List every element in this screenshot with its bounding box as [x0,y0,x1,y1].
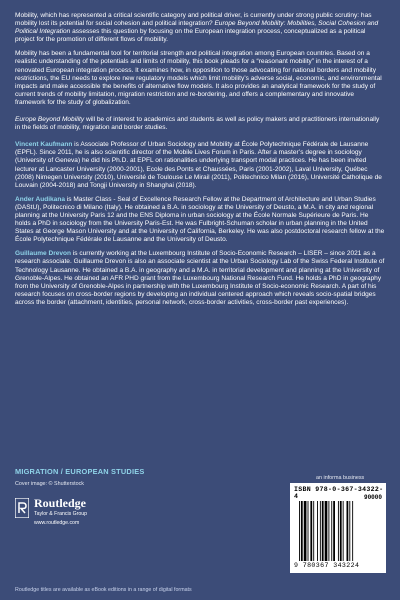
author-bio [15,250,385,307]
subject-category: MIGRATION / EUROPEAN STUDIES [15,467,145,476]
publisher-text [34,497,87,526]
routledge-logo-icon [15,498,29,518]
blurb-intro-rest: assesses this question by focusing on the European integration process, conceptualized as a political project for the promotion of different flows of mobility. [15,28,366,44]
barcode-panel [290,483,386,573]
cover-credit: Cover image: © Shutterstock [15,481,84,487]
publisher-url: www.routledge.com [34,520,80,526]
blurb-paragraph-3 [15,116,385,132]
audience-text: will be of interest to academics and students as well as policy makers and practitioners internationally in the fields of mobility, migration and border studies. [15,116,380,132]
author-name: Guillaume Drevon [15,250,72,258]
book-title: Europe Beyond Mobility: Mobilities, Social Cohesion and Political Integration [15,20,379,36]
publisher-logo [15,497,87,526]
isbn-digits: 9 780367 343224 [294,562,360,569]
barcode-icon [298,501,378,561]
author-bio-text: is Master Class - Seal of Excellence Research Fellow at the Department of Architecture and Urban Studies (DAStU), Politecnico di Milano (Italy). He obtained a B.A. in sociology at the University of Deusto, a M.A. in city and regional planning at the University Paris 12 and the ENS Diploma in urban sociology at the École Normale Supérieure de Paris. He holds a PhD in sociology from the University Paris-Est. He was Fulbright-Schuman scholar in urban planning in the United States at George Mason University and at the University of California, Berkeley. He was also postdoctoral research fellow at the École Polytechnique Fédérale de Lausanne and the University of Deusto. [15,195,385,244]
author-bio-text: is Associate Professor of Urban Sociology and Mobility at École Polytechnique Fédérale de Lausanne (EPFL). Since 2011, he is also scientific director of the Mobile Lives Forum in Paris. After a master’s degree in sociology (University of Geneva) he did his Ph.D. at EPFL on rationalities underlying transport modal practices. He has been invited lecturer at Lancaster University (2000-2001), Ecole des Ponts et Chaussées, Paris (2001-2002), Laval University, Québec (2008) Nimegen University (2010), Université de Toulouse Le Mirail (2011), Politechnico Milan (2016), Université Catholique de Louvain (2004-2018) and Tongji University in Shanghai (2018). [15,141,382,189]
blurb-paragraph-2: Mobility has been a fundamental tool for territorial strength and political integration among European countries. Based on a realistic understanding of the potentials and limits of mobility, this book pleads for a “reasonant mobility” in the interest of a renovated European integration process. It examines how, in opposition to those advocating for national borders and mobility restrictions, the EU needs to explore new regulatory models which limit mobility’s adverse social, economic, and environmental impacts and make accessible the benefits of alternative flow models. It also provides an analytical framework for the study of current trends of mobility limitation, migration restriction and re-bordering, and offers a complementary and innovative framework for the study of globalization. [15,50,382,106]
book-title-short: Europe Beyond Mobility [15,116,85,124]
author-bio [15,141,385,190]
price-code: 90000 [363,494,382,501]
author-bio-text: is currently working at the Luxembourg Institute of Socio-Economic Research – LISER – since 2021 as a research associate. Guillaume Drevon is also an associate scientist at the Urban Sociology Lab of the Swiss Federal Institute of Technology Lausanne. He obtained a B.A. in geography and a M.A. in territorial development and planning at the University of Grenoble-Alpes. He obtained an AFR PHD grant from the Luxembourg National Research Fund. He holds a PhD in geography from the University of Grenoble-Alpes in partnership with the Luxembourg Institute of Socio-economic Research. A part of his research focuses on cross-border regions by developing an individual centered approach which reveals socio-spatial bridges across the border (attachment, identities, personal network, cross-border activities, cross-border past experiences). [15,250,385,306]
blurb-intro: Mobility, which has represented a critical scientific category and political driver, is currently under strong public scrutiny: has mobility lost its potential for social cohesion and political integration? [15,12,372,28]
blurb-paragraph-1 [15,12,385,44]
publisher-name: Routledge [34,496,86,510]
publisher-group: Taylor & Francis Group [34,511,88,517]
author-name: Vincent Kaufmann [15,141,73,149]
footer-note: Routledge titles are available as eBook editions in a range of digital formats [15,587,192,593]
author-name: Ander Audikana [15,195,65,203]
author-bio [15,196,385,245]
isbn-label: ISBN 978-0-367-34322-4 [294,486,384,500]
back-cover-text [15,12,385,313]
imprint-text: an informa business [316,475,365,481]
